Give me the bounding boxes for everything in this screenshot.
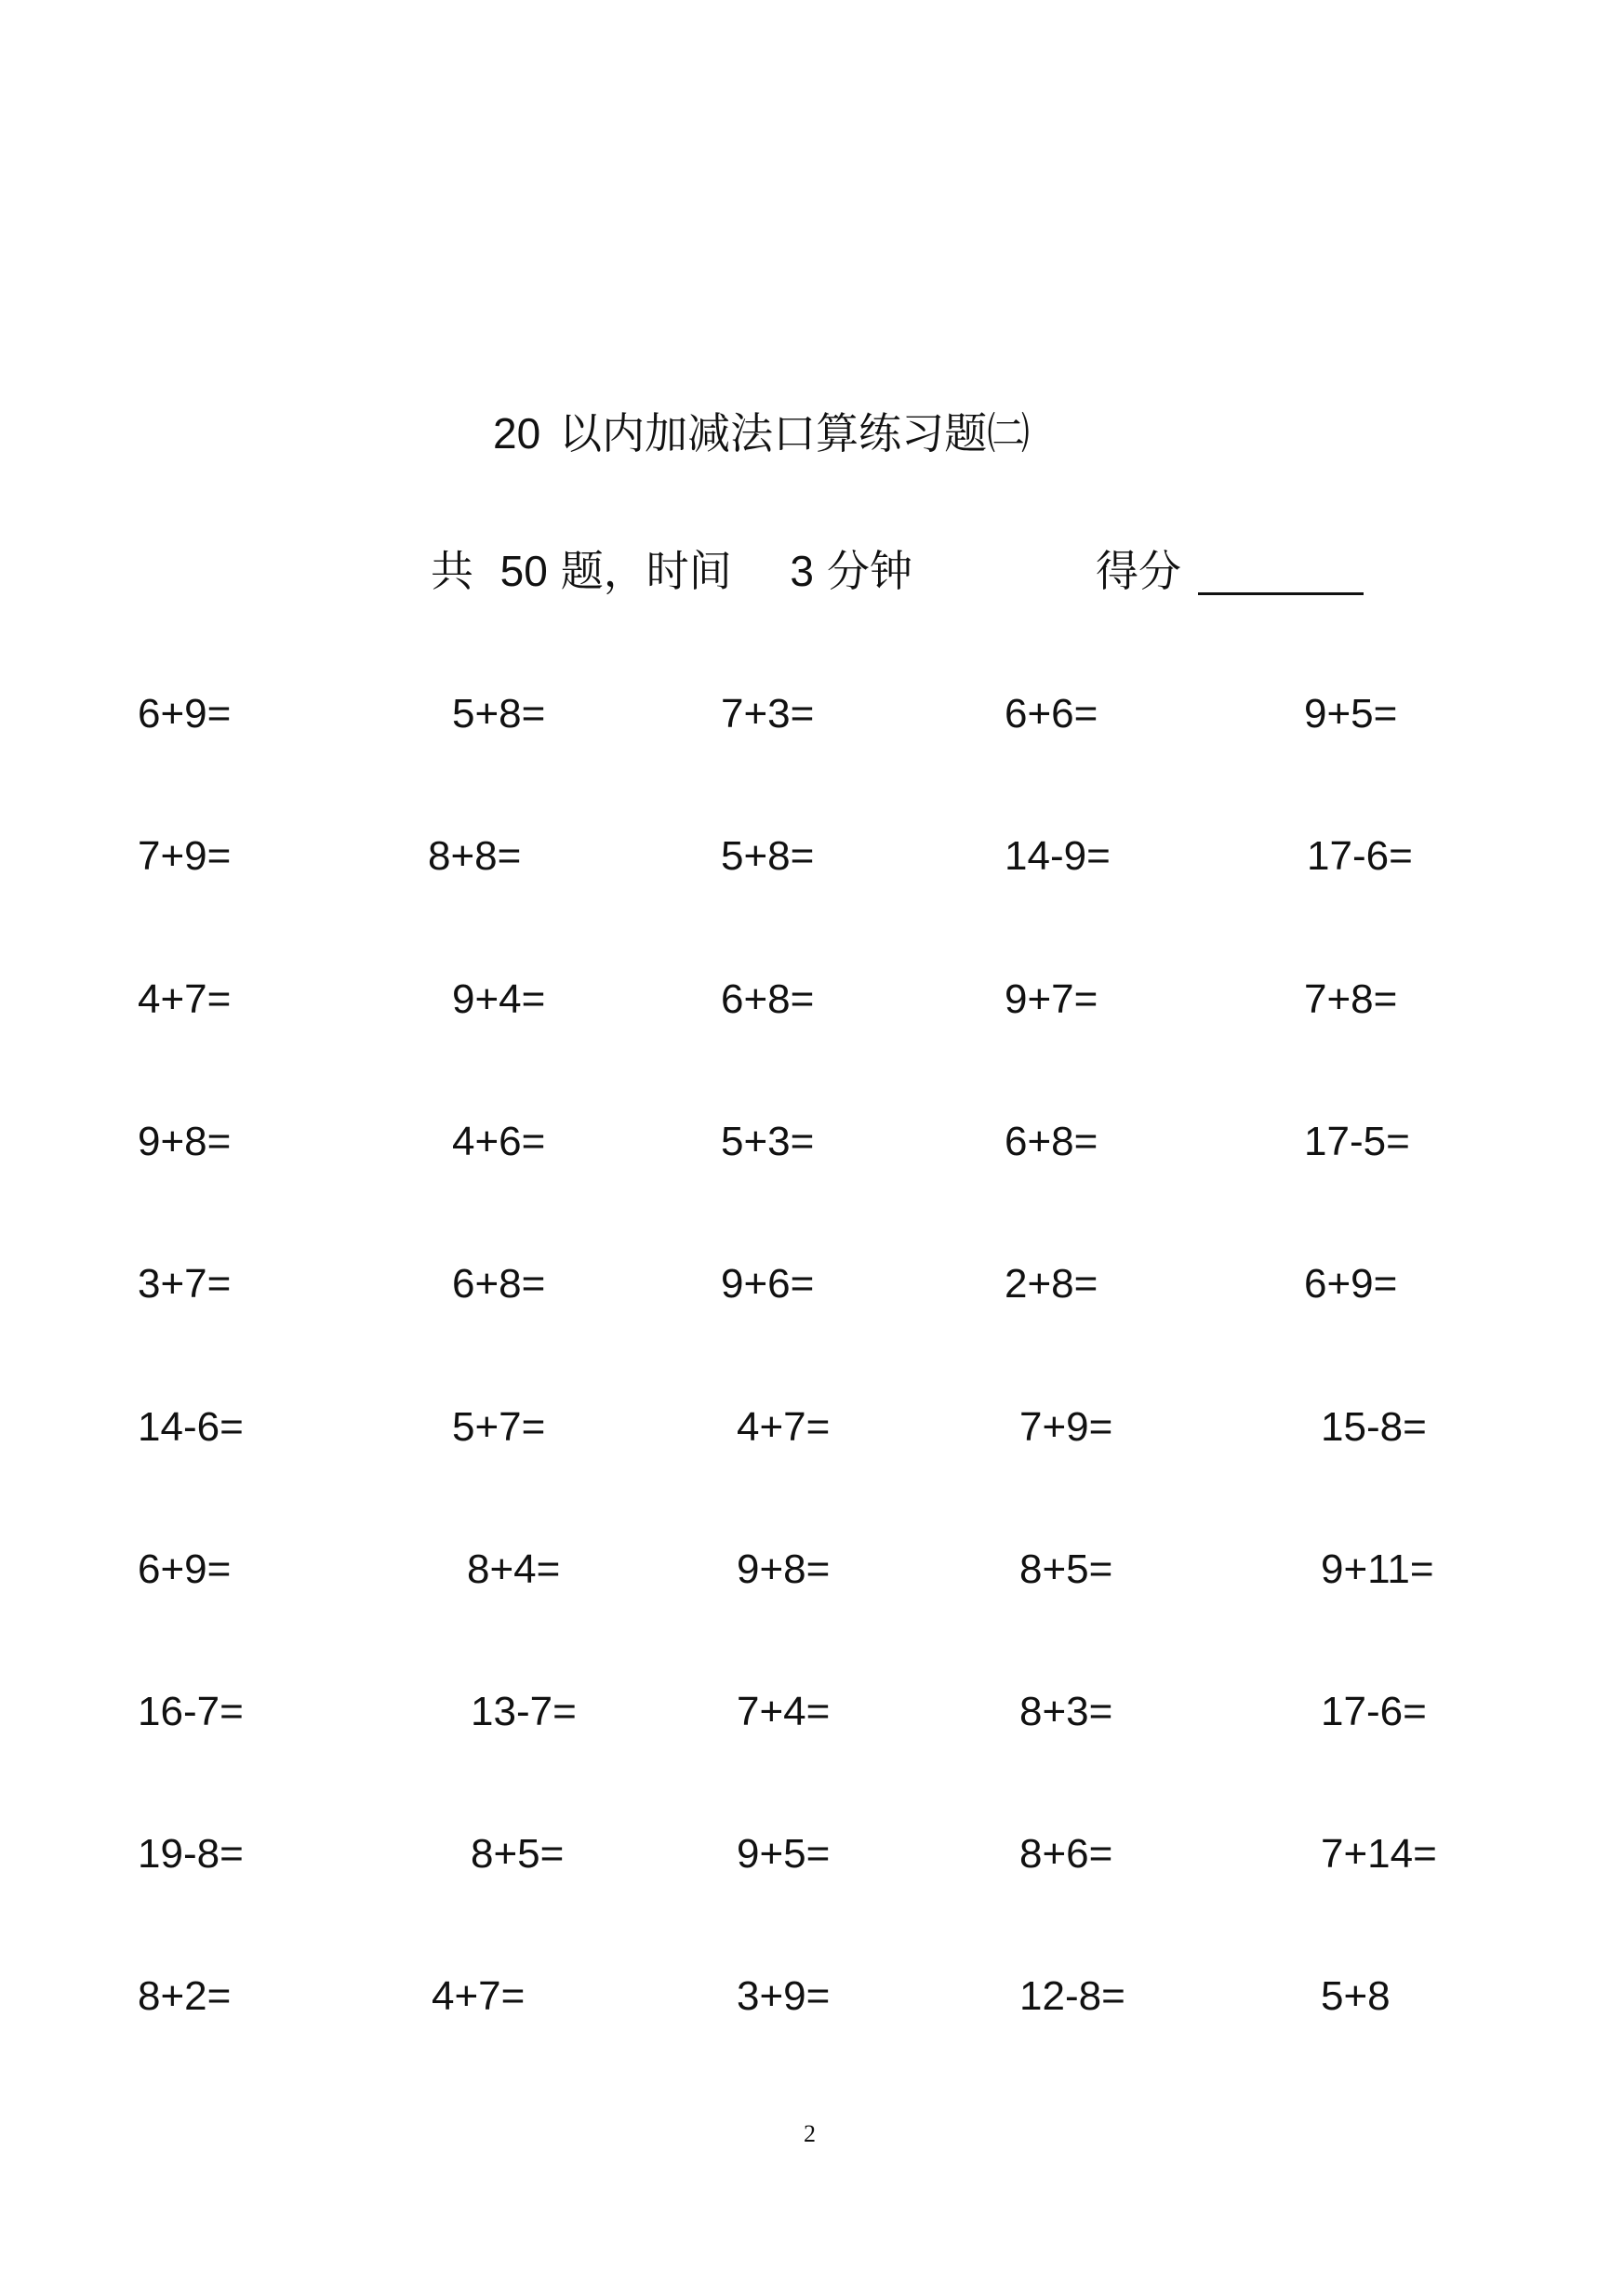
problem-r3-c1: 4+7= [138, 976, 232, 1022]
problem-r3-c5: 7+8= [1304, 976, 1398, 1022]
problem-r2-c2: 8+8= [428, 833, 522, 879]
problem-r2-c3: 5+8= [721, 833, 815, 879]
problem-r2-c1: 7+9= [138, 833, 232, 879]
problem-r3-c4: 9+7= [1005, 976, 1098, 1022]
problem-r1-c4: 6+6= [1005, 691, 1098, 737]
problem-r1-c2: 5+8= [452, 691, 546, 737]
problem-r2-c5: 17-6= [1307, 833, 1413, 879]
question-count: 50 [499, 547, 548, 595]
problem-r3-c2: 9+4= [452, 976, 546, 1022]
problem-r5-c5: 6+9= [1304, 1261, 1398, 1307]
info-prefix: 共 [431, 546, 473, 596]
problem-r9-c4: 8+6= [1019, 1831, 1113, 1877]
worksheet-info [431, 538, 912, 599]
problem-r5-c4: 2+8= [1005, 1261, 1098, 1307]
title-number: 20 [493, 409, 541, 458]
problem-r9-c3: 9+5= [737, 1831, 831, 1877]
problem-r8-c2: 13-7= [471, 1689, 577, 1734]
problem-r6-c4: 7+9= [1019, 1404, 1113, 1450]
time-unit: 分钟 [827, 546, 913, 596]
problem-r4-c5: 17-5= [1304, 1119, 1410, 1164]
problem-r4-c4: 6+8= [1005, 1119, 1098, 1164]
problem-r9-c2: 8+5= [471, 1831, 565, 1877]
problem-r6-c2: 5+7= [452, 1404, 546, 1450]
problem-r10-c1: 8+2= [138, 1973, 232, 2019]
info-suffix: 题，时间 [560, 546, 732, 596]
problem-r10-c3: 3+9= [737, 1973, 831, 2019]
problem-r1-c1: 6+9= [138, 691, 232, 737]
problem-r5-c3: 9+6= [721, 1261, 815, 1307]
problem-r10-c4: 12-8= [1019, 1973, 1125, 2019]
problem-r10-c2: 4+7= [432, 1973, 526, 2019]
problem-r1-c5: 9+5= [1304, 691, 1398, 737]
problem-r9-c5: 7+14= [1321, 1831, 1437, 1877]
score-blank-line[interactable] [1198, 592, 1364, 595]
problem-r7-c4: 8+5= [1019, 1546, 1113, 1592]
problem-r6-c3: 4+7= [737, 1404, 831, 1450]
problem-r8-c4: 8+3= [1019, 1689, 1113, 1734]
problem-r7-c1: 6+9= [138, 1546, 232, 1592]
problem-r3-c3: 6+8= [721, 976, 815, 1022]
problem-r7-c5: 9+11= [1321, 1546, 1434, 1592]
worksheet-title [493, 400, 1030, 461]
problem-r9-c1: 19-8= [138, 1831, 244, 1877]
title-text: 以内加减法口算练习题㈡ [559, 408, 1031, 458]
problem-r8-c5: 17-6= [1321, 1689, 1427, 1734]
problem-r6-c1: 14-6= [138, 1404, 244, 1450]
problem-r5-c1: 3+7= [138, 1261, 232, 1307]
time-minutes: 3 [790, 547, 815, 595]
page-number: 2 [804, 2120, 816, 2147]
problem-r4-c3: 5+3= [721, 1119, 815, 1164]
problem-r7-c3: 9+8= [737, 1546, 831, 1592]
problem-r7-c2: 8+4= [467, 1546, 561, 1592]
problem-r6-c5: 15-8= [1321, 1404, 1427, 1450]
problem-r2-c4: 14-9= [1005, 833, 1111, 879]
problem-r4-c2: 4+6= [452, 1119, 546, 1164]
problem-r8-c1: 16-7= [138, 1689, 244, 1734]
problem-r4-c1: 9+8= [138, 1119, 232, 1164]
problem-r8-c3: 7+4= [737, 1689, 831, 1734]
problem-r1-c3: 7+3= [721, 691, 815, 737]
problem-r5-c2: 6+8= [452, 1261, 546, 1307]
score-label: 得分 [1096, 546, 1181, 596]
problem-r10-c5: 5+8 [1321, 1973, 1391, 2019]
